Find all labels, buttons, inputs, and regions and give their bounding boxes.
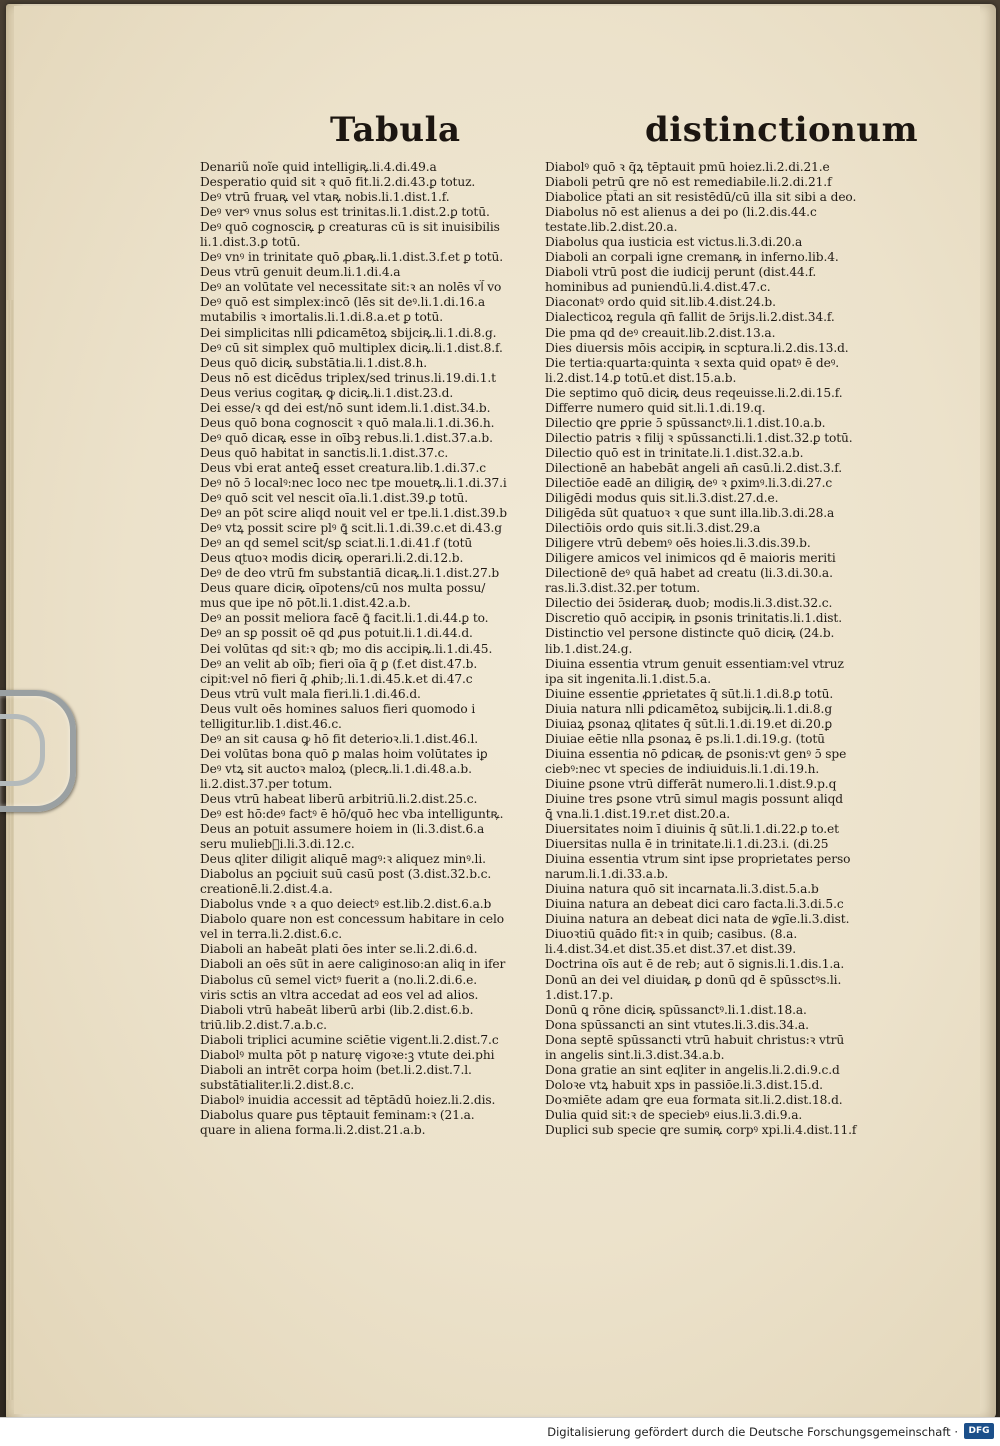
- index-entry: Diuina essentia nō ꝑdicaꝶ de ꝑsonis:vt genꝰ ɔ̄ spe: [545, 746, 847, 761]
- dfg-logo: DFG: [964, 1423, 994, 1439]
- index-entry: Deꝰ vnꝰ in trinitate quō ꝓbaꝶ.li.1.dist.3.f.et ꝑ totū.: [200, 250, 504, 265]
- index-entry: Deꝰ an possit meliora facē ꝗ̄ facit.li.1.di.44.ꝑ to.: [200, 611, 489, 626]
- index-entry: Dilectiōis ordo quis sit.li.3.dist.29.a: [545, 521, 761, 536]
- index-entry: ꝗ̄ vna.li.1.dist.19.r.et dist.20.a.: [545, 807, 731, 822]
- index-entry: Diligere vtrū debemꝰ oēs hoies.li.3.dis.39.b.: [545, 536, 811, 551]
- index-entry: Deꝰ quō cognosciꝶ ꝑ creaturas cū is sit inuisibilis: [200, 220, 500, 235]
- index-entry: mus que ipe nō pōt.li.1.dist.42.a.b.: [200, 596, 411, 611]
- index-entry: Diuina essentia vtrum genuit essentiam:vel vtruz: [545, 656, 844, 671]
- index-entry: Diaboli triplici acumine sciētie vigent.li.2.dist.7.c: [200, 1032, 499, 1047]
- index-entry: Diaboli an habeāt plati ōes inter se.li.2.di.6.d.: [200, 942, 478, 957]
- index-entry: Distinctio vel persone distincte quō diciꝶ (24.b.: [545, 626, 835, 641]
- index-entry: Diuina natura an debeat dici caro facta.li.3.di.5.c: [545, 897, 844, 912]
- running-head-left: Tabula: [330, 110, 461, 150]
- index-entry: Deꝰ quō est simplex:incō (lēs sit deꝰ.li.1.di.16.a: [200, 295, 485, 310]
- index-entry: Dona gratie an sint eɋliter in angelis.li.2.di.9.c.d: [545, 1062, 840, 1077]
- index-entry: Deꝰ vtꝝ possit scire plꝰ ꝗ̄ scit.li.1.di.39.c.et di.43.g: [200, 521, 502, 536]
- index-entry: Deꝰ quō scit vel nescit oīa.li.1.dist.39.ꝑ totū.: [200, 491, 469, 506]
- index-entry: Diabolice pt̄ati an sit resistēdū/cū illa sit sibi a deo.: [545, 190, 857, 205]
- index-entry: Dei esse/ꝛ qd dei est/nō sunt idem.li.1.dist.34.b.: [200, 400, 491, 415]
- index-entry: Diabolus quare ꝑus tēptauit feminam:ꝛ (21.a.: [200, 1107, 475, 1122]
- index-entry: Dona septē spūssancti vtrū habuit christus:ꝛ vtrū: [545, 1032, 845, 1047]
- index-entry: Deꝰ vtꝝ sit auctoꝛ maloꝝ (plecꝶ.li.1.di.48.a.b.: [200, 761, 472, 776]
- index-entry: Deus nō est dicēdus triplex/sed trinus.li.19.di.1.t: [200, 370, 496, 385]
- index-entry: Donū an dei vel diuidaꝶ ꝑ donū qd ē spūssctꝰs.li.: [545, 972, 842, 987]
- index-entry: Dilectio quō est in trinitate.li.1.dist.32.a.b.: [545, 445, 804, 460]
- index-entry: Deus an potuit assumere hoiem in (li.3.dist.6.a: [200, 822, 485, 837]
- index-entry: Diuersitas nulla ē in trinitate.li.1.di.23.i. (di.25: [545, 837, 829, 852]
- index-entry: telligitur.lib.1.dist.46.c.: [200, 716, 342, 731]
- index-entry: Diuiae eētie nlla ꝑsonaꝝ ē ps.li.1.di.19.g. (totū: [545, 731, 825, 746]
- index-entry: Deus vbi erat anteꝗ̄ esset creatura.lib.1.di.37.c: [200, 460, 486, 475]
- index-entry: Die pma qd deꝰ creauit.lib.2.dist.13.a.: [545, 325, 776, 340]
- index-entry: Discretio quō accipiꝶ in ꝑsonis trinitatis.li.1.dist.: [545, 611, 842, 626]
- index-entry: Diuine ꝑsone vtrū differāt numero.li.1.dist.9.p.q: [545, 776, 837, 791]
- index-entry: Dilectio dei ɔ̄sideraꝶ duob; modis.li.3.dist.32.c.: [545, 596, 833, 611]
- index-entry: in angelis sint.li.3.dist.34.a.b.: [545, 1047, 725, 1062]
- index-entry: Deus ɋliter diligit aliquē magꝰ:ꝛ aliquez minꝰ.li.: [200, 852, 486, 867]
- index-entry: Deus vult oēs homines saluos fieri quomodo i: [200, 701, 476, 716]
- index-entry: Denariũ noĩe quid intelligiꝶ.li.4.di.49.a: [200, 160, 437, 174]
- index-entry: Deꝰ quō dicaꝶ esse in oībꝫ rebus.li.1.dist.37.a.b.: [200, 430, 493, 445]
- index-entry: Diabolꝰ quō ꝛ q̄ꝝ tēptauit pmū hoiez.li.2.di.21.e: [545, 160, 830, 174]
- index-entry: Doloꝛe vtꝝ habuit xps in passiōe.li.3.dist.15.d.: [545, 1077, 823, 1092]
- index-entry: Diligēdi modus quis sit.li.3.dist.27.d.e.: [545, 491, 779, 506]
- index-entry: Deꝰ an volūtate vel necessitate sit:ꝛ an nolēs vl᷑ vo: [200, 280, 502, 295]
- index-entry: Diuine tres ꝑsone vtrū simul magis possunt aliqd: [545, 791, 843, 806]
- index-entry: li.4.dist.34.et dist.35.et dist.37.et dist.39.: [545, 942, 797, 957]
- index-entry: Deus ɋtuoꝛ modis diciꝶ operari.li.2.di.12.b.: [200, 551, 464, 566]
- index-entry: Die septimo quō diciꝶ deus reqeuisse.li.2.di.15.f.: [545, 385, 843, 400]
- index-entry: Diaboli petrū ꝗre nō est remediabile.li.2.di.21.f: [545, 175, 832, 190]
- index-entry: Deꝰ verꝰ vnus solus est trinitas.li.1.dist.2.ꝑ totū.: [200, 205, 490, 220]
- index-entry: Deꝰ an sꝑ possit oē qd ꝓus potuit.li.1.di.44.d.: [200, 626, 473, 641]
- index-entry: seru mulieb᷑i.li.3.di.12.c.: [200, 837, 355, 852]
- index-entry: Die tertia:quarta:quinta ꝛ sexta quid opatꝰ ē deꝰ.: [545, 355, 840, 370]
- index-entry: Doꝛmiēte adam ꝗre eua formata sit.li.2.dist.18.d.: [545, 1092, 843, 1107]
- index-entry: Deus quō bona cognoscit ꝛ quō mala.li.1.di.36.h.: [200, 415, 495, 430]
- index-entry: Diaboli an intrēt corpa hoim (bet.li.2.dist.7.l.: [200, 1062, 472, 1077]
- index-entry: Dilectio patris ꝛ filij ꝛ spūssancti.li.1.dist.32.ꝑ totū.: [545, 430, 853, 445]
- index-entry: Deus quare diciꝶ oīpotens/cū nos multa possu/: [200, 581, 486, 596]
- index-entry: Dei simplicitas nlli ꝑdicamētoꝝ sbijciꝶ.li.1.di.8.g.: [200, 325, 497, 340]
- index-entry: Deꝰ an pōt scire aliqd nouit vel er tpe.li.1.dist.39.b: [200, 506, 507, 521]
- index-entry: Desperatio quid sit ꝛ quō fit.li.2.di.43.ꝑ totuz.: [200, 175, 476, 190]
- index-entry: viris sctis an vltra accedat ad eos vel ad alios.: [200, 987, 479, 1002]
- index-entry: Deꝰ an sit causa ꝙ hō fit deterioꝛ.li.1.dist.46.l.: [200, 731, 479, 746]
- index-entry: Diabolus qua iusticia est victus.li.3.di.20.a: [545, 235, 803, 250]
- index-entry: lib.1.dist.24.g.: [545, 641, 633, 656]
- footer-bar: [0, 1417, 1000, 1446]
- index-entry: Diaboli an oēs sūt in aere caliginoso:an aliq in ifer: [200, 957, 506, 972]
- index-entry: Diabolus vnde ꝛ a quo deiectꝰ est.lib.2.dist.6.a.b: [200, 897, 492, 912]
- index-entry: mutabilis ꝛ imortalis.li.1.di.8.a.et ꝑ totū.: [200, 310, 443, 325]
- index-entry: Diuina essentia vtrum sint ipse proprietates perso: [545, 852, 851, 867]
- index-entry: creationē.li.2.dist.4.a.: [200, 882, 333, 897]
- index-entry: hominibus ad puniendū.li.4.dist.47.c.: [545, 280, 771, 295]
- index-entry: li.2.dist.37.per totum.: [200, 776, 333, 791]
- running-head: [0, 110, 1000, 160]
- index-column-left: [200, 160, 535, 1138]
- index-entry: Dona spūssancti an sint vtutes.li.3.dis.34.a.: [545, 1017, 809, 1032]
- index-entry: Diligēda sūt quatuoꝛ ꝛ que sunt illa.lib.3.di.28.a: [545, 506, 835, 521]
- index-entry: Deus vtrū genuit deum.li.1.di.4.a: [200, 265, 401, 280]
- running-head-right: distinctionum: [645, 110, 919, 150]
- index-entry: Diabolus an pꝯciuit suū casū post (3.dist.32.b.c.: [200, 867, 492, 882]
- index-entry: quare in aliena forma.li.2.dist.21.a.b.: [200, 1123, 426, 1137]
- index-entry: Diaconatꝰ ordo quid sit.lib.4.dist.24.b.: [545, 295, 776, 310]
- index-entry: Deus quō diciꝶ substātia.li.1.dist.8.h.: [200, 355, 428, 370]
- index-entry: Dulia quid sit:ꝛ de speciebꝰ eius.li.3.di.9.a.: [545, 1107, 803, 1122]
- index-entry: Deꝰ an velit ab oīb; fieri oīa q̄ ꝑ (f.et dist.47.b.: [200, 656, 478, 671]
- index-entry: Diabolus cū semel victꝰ fuerit a (no.li.2.di.6.e.: [200, 972, 478, 987]
- index-entry: Diaboli vtrū habeāt liberū arbi (lib.2.dist.6.b.: [200, 1002, 474, 1017]
- index-entry: Duplici sub specie ꝗre sumiꝶ corpꝰ xpi.li.4.dist.11.f: [545, 1123, 857, 1137]
- paper-clip-icon: [0, 690, 76, 812]
- index-entry: Diabolo quare non est concessum habitare in celo: [200, 912, 504, 927]
- index-entry: testate.lib.2.dist.20.a.: [545, 220, 678, 235]
- index-entry: Diligere amicos vel inimicos qd ē maioris meriti: [545, 551, 836, 566]
- index-entry: Diuiaꝝ ꝑsonaꝝ ɋlitates q̄ sūt.li.1.di.19.et di.20.ꝑ: [545, 716, 832, 731]
- footer-funding-note: Digitalisierung gefördert durch die Deutsche Forschungsgemeinschaft ·: [547, 1425, 958, 1439]
- index-entry: Diuina natura quō sit incarnata.li.3.dist.5.a.b: [545, 882, 819, 897]
- index-entry: Diabolꝰ inuidia accessit ad tēptādū hoiez.li.2.dis.: [200, 1092, 496, 1107]
- index-entry: Dialecticoꝝ regula qn̄ fallit de ɔ̄rijs.li.2.dist.34.f.: [545, 310, 835, 325]
- index-entry: li.1.dist.3.ꝑ totū.: [200, 235, 301, 250]
- index-entry: substātialiter.li.2.dist.8.c.: [200, 1077, 355, 1092]
- index-entry: ciebꝰ:nec vt species de indiuiduis.li.1.di.19.h.: [545, 761, 820, 776]
- index-entry: Dies diuersis mōis accipiꝶ in scptura.li.2.dis.13.d.: [545, 340, 849, 355]
- index-entry: Diaboli an corpali igne cremanꝶ in inferno.lib.4.: [545, 250, 839, 265]
- index-entry: Doctrina oīs aut ē de reb; aut ō signis.li.1.dis.1.a.: [545, 957, 845, 972]
- index-column-right: [545, 160, 880, 1138]
- index-entry: Dilectionē an habebāt angeli an̄ casū.li.2.dist.3.f.: [545, 460, 842, 475]
- index-entry: Diuersitates noim ī diuinis q̄ sūt.li.1.di.22.ꝑ to.et: [545, 822, 839, 837]
- index-entry: Differre numero quid sit.li.1.di.19.q.: [545, 400, 766, 415]
- index-entry: cipit:vel nō fieri q̄ ꝓhib;.li.1.di.45.k.et di.47.c: [200, 671, 473, 686]
- index-entry: ras.li.3.dist.32.per totum.: [545, 581, 701, 596]
- index-entry: Deꝰ est hō:deꝰ factꝰ ē hō/quō hec vba intelliguntꝶ.: [200, 807, 504, 822]
- index-entry: Deꝰ nō ɔ̄ localꝰ:nec loco nec tpe mouetꝶ.li.1.di.37.i: [200, 475, 507, 490]
- index-entry: Dilectiōe eadē an diligiꝶ deꝰ ꝛ ꝑximꝰ.li.3.di.27.c: [545, 475, 833, 490]
- index-entry: Dilectio ꝗre ꝑprie ɔ̄ spūssanctꝰ.li.1.dist.10.a.b.: [545, 415, 826, 430]
- index-entry: Diuina natura an debeat dici nata de ꝟgīe.li.3.dist.: [545, 912, 850, 927]
- index-entry: narum.li.1.di.33.a.b.: [545, 867, 669, 882]
- index-entry: Diaboli vtrū post die iudicij perunt (dist.44.f.: [545, 265, 817, 280]
- index-entry: Donū ꝗ rōne diciꝶ spūssanctꝰ.li.1.dist.18.a.: [545, 1002, 807, 1017]
- index-entry: Deꝰ an qd semel scit/sꝑ sciat.li.1.di.41.f (totū: [200, 536, 473, 551]
- index-entry: 1.dist.17.p.: [545, 987, 614, 1002]
- index-entry: Deus verius cogitaꝶ ꝙ diciꝶ.li.1.dist.23.d.: [200, 385, 454, 400]
- index-entry: Deꝰ cū sit simplex quō multiplex diciꝶ.li.1.dist.8.f.: [200, 340, 503, 355]
- index-entry: Dei volūtas qd sit:ꝛ qb; mo dis accipiꝶ.li.1.di.45.: [200, 641, 493, 656]
- index-entry: Diuia natura nlli ꝑdicamētoꝝ subijciꝶ.li.1.di.8.g: [545, 701, 833, 716]
- index-entry: vel in terra.li.2.dist.6.c.: [200, 927, 343, 942]
- index-entry: li.2.dist.14.ꝑ totū.et dist.15.a.b.: [545, 370, 737, 385]
- index-entry: Diabolus nō est alienus a dei po (li.2.dis.44.c: [545, 205, 817, 220]
- index-entry: Diuoꝛtiū quādo fit:ꝛ in quib; casibus. (8.a.: [545, 927, 798, 942]
- index-entry: ipa sit ingenita.li.1.dist.5.a.: [545, 671, 712, 686]
- index-entry: Deꝰ vtrū fruaꝶ vel vtaꝶ nobis.li.1.dist.1.f.: [200, 190, 450, 205]
- index-entry: Diabolꝰ multa pōt p naturę vigoꝛe:ꝫ vtute dei.phi: [200, 1047, 495, 1062]
- index-entry: Deus quō habitat in sanctis.li.1.dist.37.c.: [200, 445, 449, 460]
- index-entry: Deus vtrū habeat liberū arbitriū.li.2.dist.25.c.: [200, 791, 478, 806]
- index-entry: Deꝰ de deo vtrū fm substantiā dicaꝶ.li.1.dist.27.b: [200, 566, 500, 581]
- index-entry: Diuine essentie ꝓprietates q̄ sūt.li.1.di.8.ꝑ totū.: [545, 686, 834, 701]
- index-entry: Dilectionē deꝰ quā habet ad creatu (li.3.di.30.a.: [545, 566, 833, 581]
- index-entry: triū.lib.2.dist.7.a.b.c.: [200, 1017, 327, 1032]
- index-entry: Dei volūtas bona quō ꝑ malas hoim volūtates iꝑ: [200, 746, 488, 761]
- index-entry: Deus vtrū vult mala fieri.li.1.di.46.d.: [200, 686, 421, 701]
